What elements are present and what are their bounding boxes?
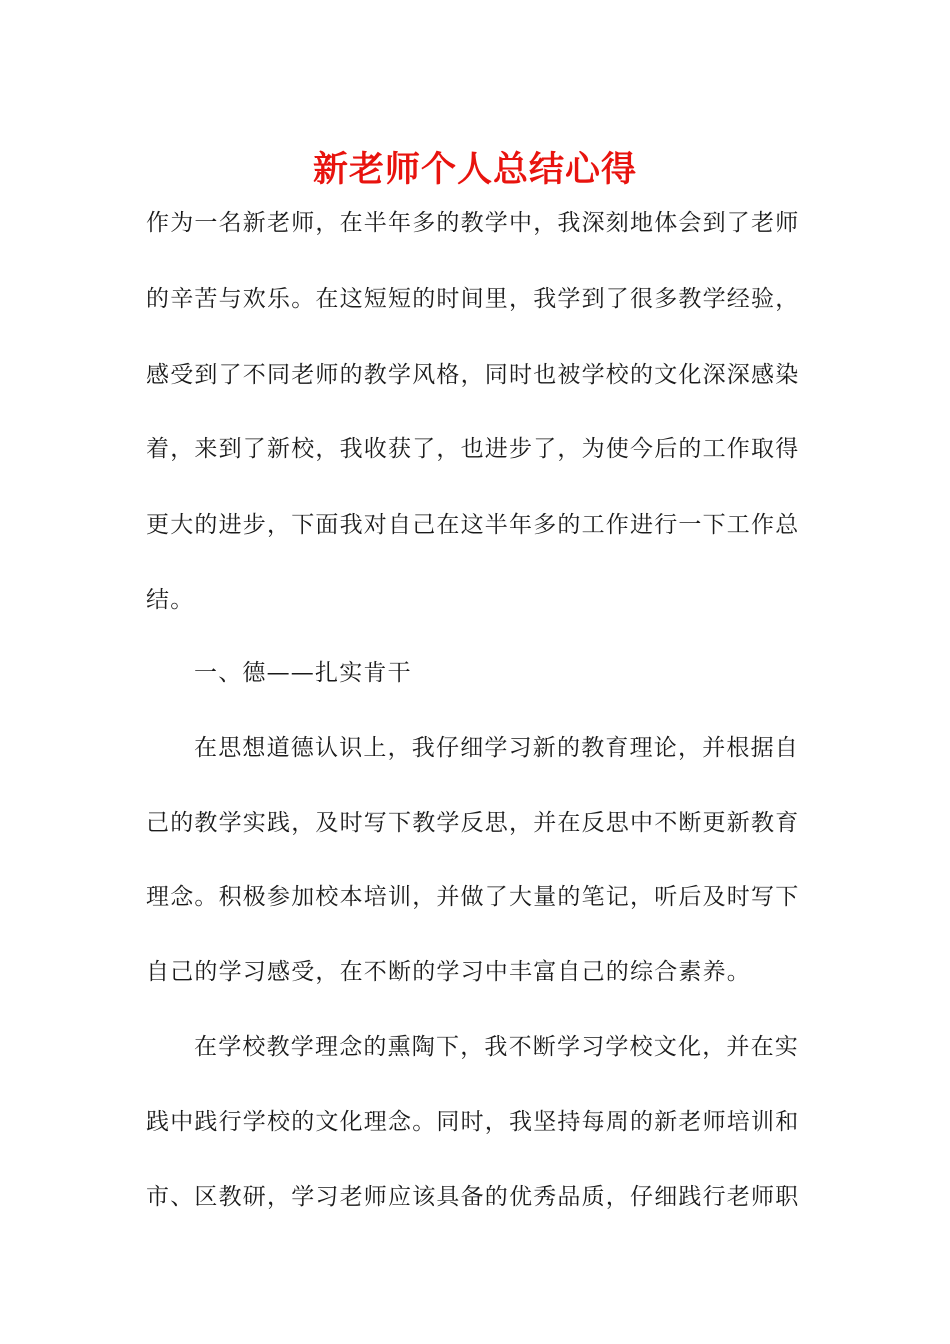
paragraph-line: 在思想道德认识上，我仔细学习新的教育理论，并根据自	[194, 735, 799, 761]
paragraph-line: 理念。积极参加校本培训，并做了大量的笔记，听后及时写下	[146, 884, 800, 910]
paragraph-line: 市、区教研，学习老师应该具备的优秀品质，仔细践行老师职	[146, 1184, 800, 1210]
paragraph-line: 己的教学实践，及时写下教学反思，并在反思中不断更新教育	[146, 810, 800, 836]
paragraph-line: 更大的进步，下面我对自己在这半年多的工作进行一下工作总	[146, 512, 800, 538]
paragraph-line: 的辛苦与欢乐。在这短短的时间里，我学到了很多教学经验，	[146, 286, 800, 312]
paragraph-line: 践中践行学校的文化理念。同时，我坚持每周的新老师培训和	[146, 1109, 800, 1135]
paragraph-line: 感受到了不同老师的教学风格，同时也被学校的文化深深感染	[146, 362, 800, 388]
paragraph-line: 自己的学习感受，在不断的学习中丰富自己的综合素养。	[146, 959, 751, 985]
paragraph-line: 在学校教学理念的熏陶下，我不断学习学校文化，并在实	[194, 1034, 799, 1060]
section-heading: 一、德——扎实肯干	[194, 660, 412, 686]
paragraph-line: 着，来到了新校，我收获了，也进步了，为使今后的工作取得	[146, 436, 800, 462]
paragraph-line: 作为一名新老师，在半年多的教学中，我深刻地体会到了老师	[146, 210, 800, 236]
paragraph-line: 结。	[146, 587, 195, 613]
document-title: 新老师个人总结心得	[312, 150, 637, 190]
